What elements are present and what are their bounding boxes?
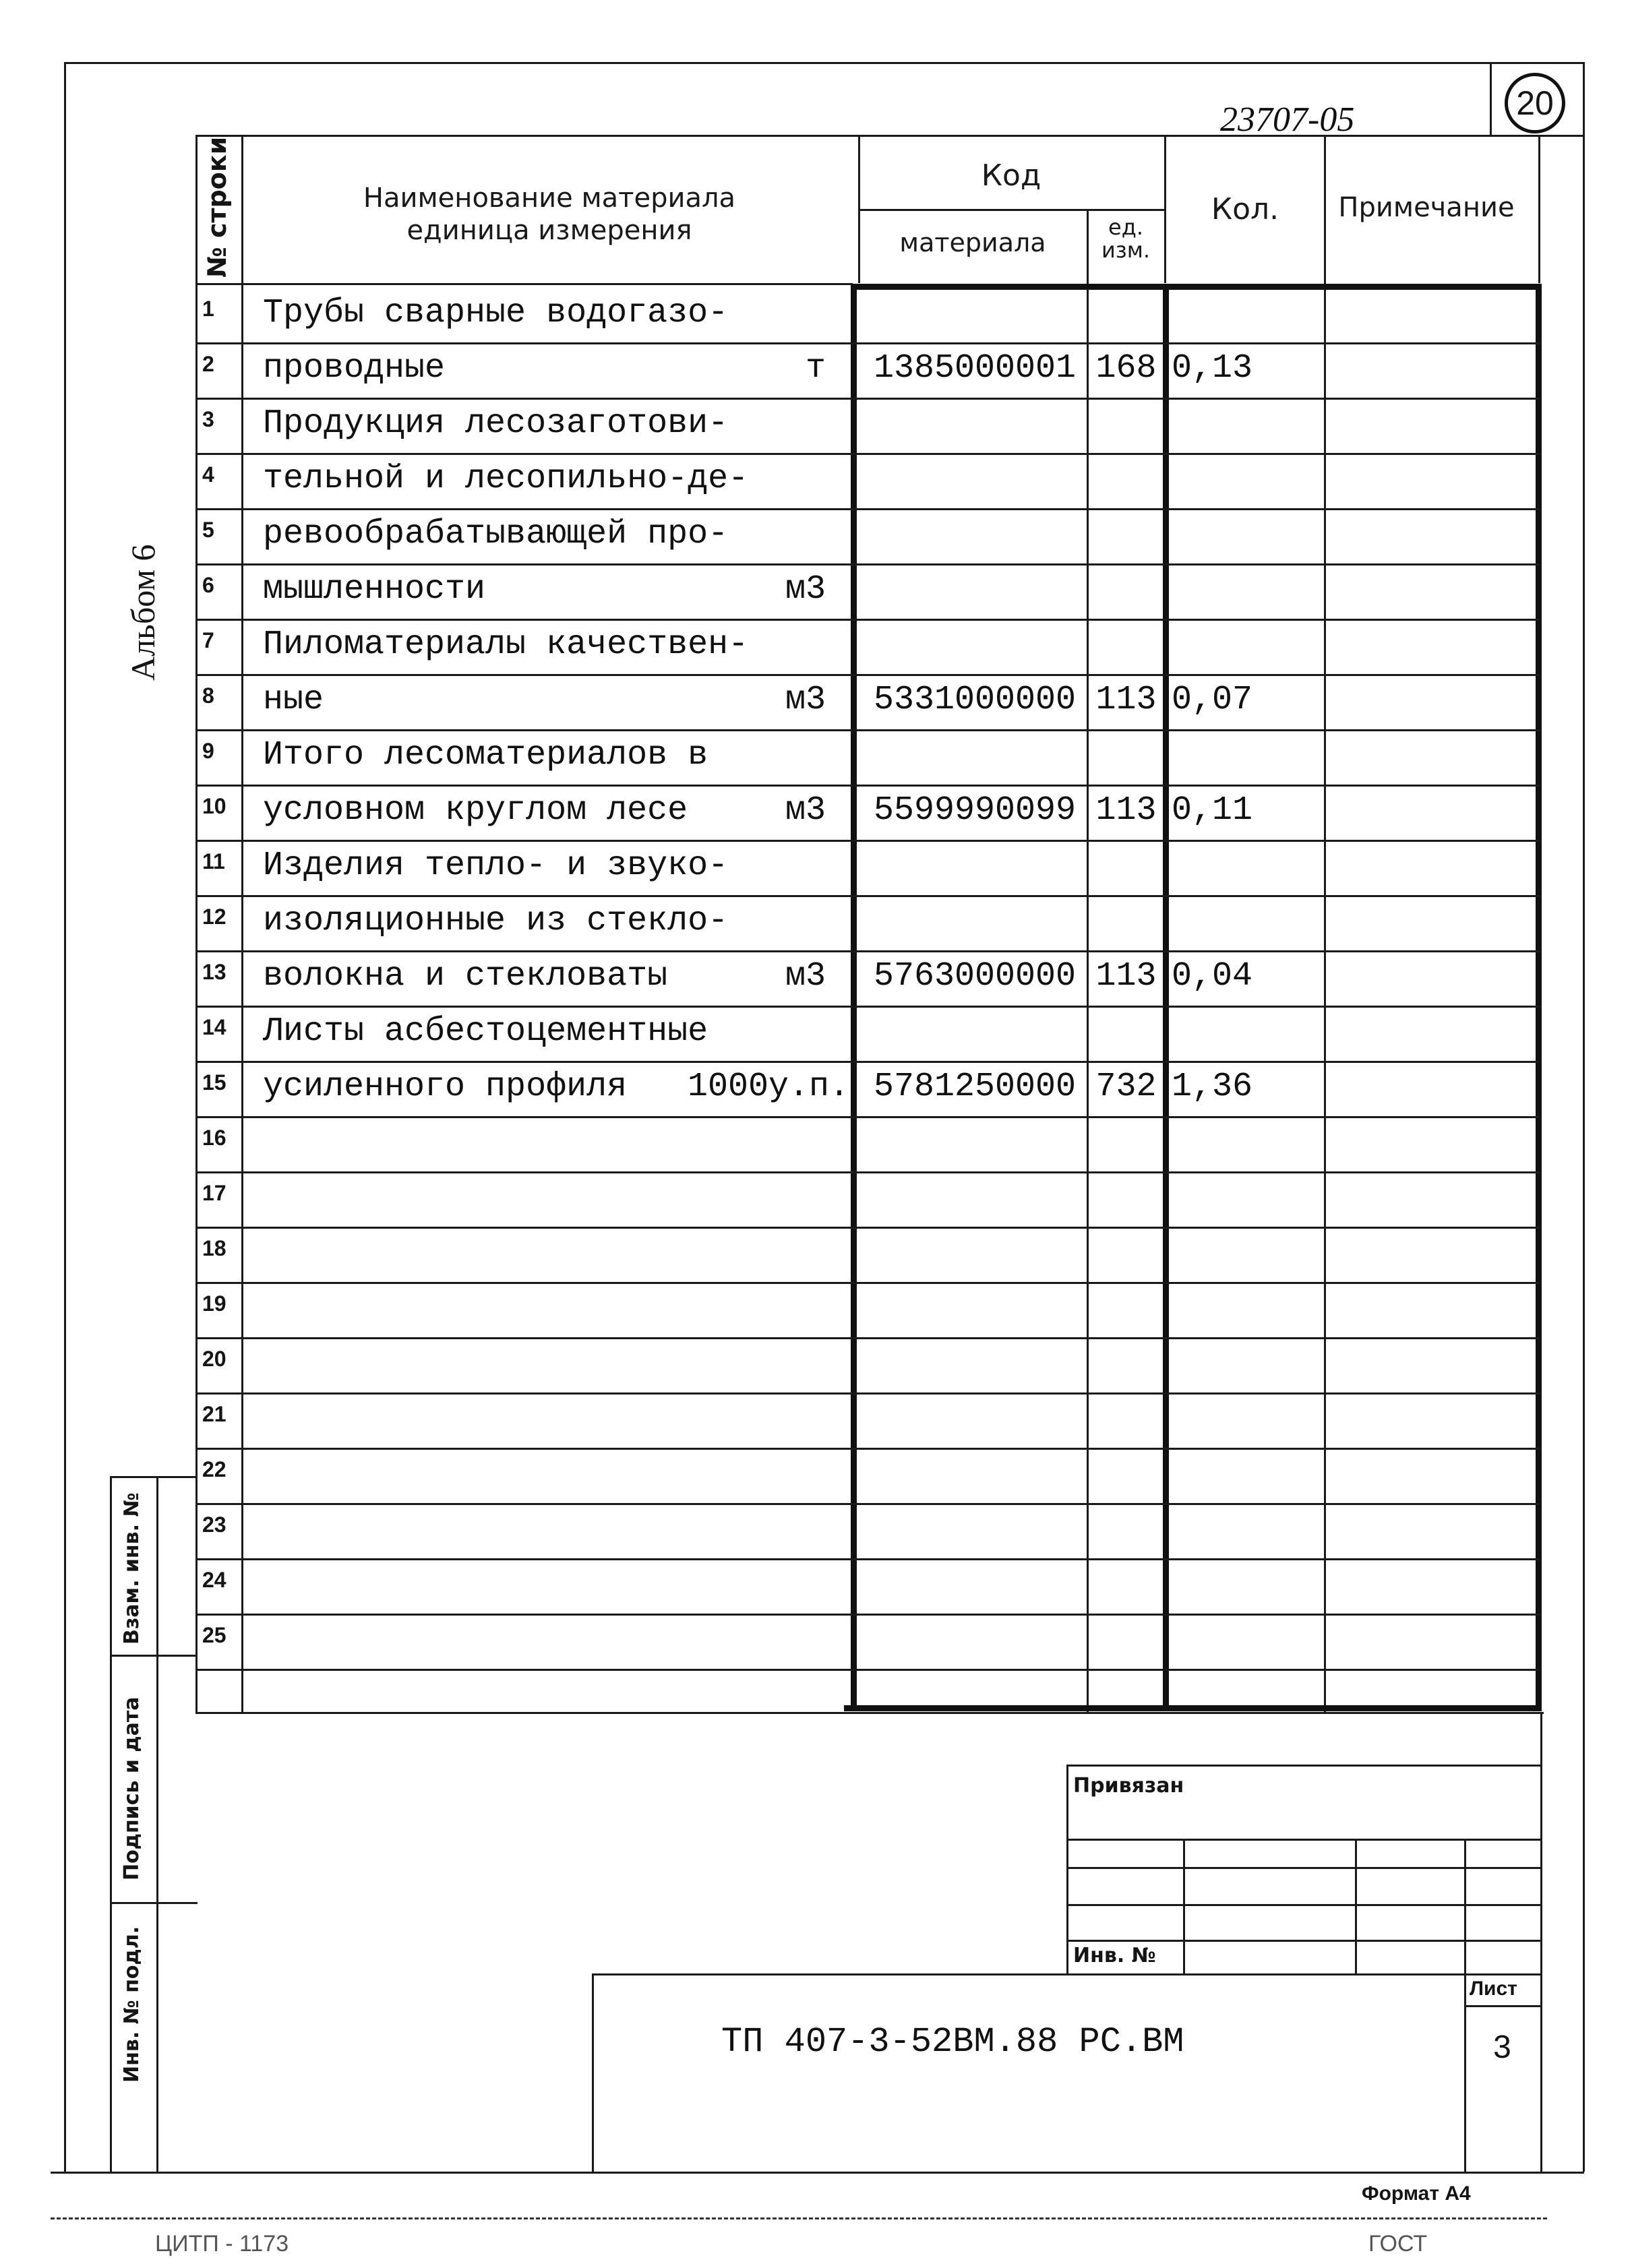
material-code: 5763000000 xyxy=(874,957,1077,995)
row-number: 14 xyxy=(202,1015,226,1039)
row-number: 3 xyxy=(202,407,214,431)
material-unit: м3 xyxy=(785,957,826,995)
material-name: Трубы сварные водогазо- xyxy=(263,294,729,332)
row-number: 8 xyxy=(202,683,214,708)
header-qty: Кол. xyxy=(1211,192,1279,226)
row-separator xyxy=(195,1171,1540,1173)
col-name-left xyxy=(241,135,243,1712)
material-name: волокна и стекловаты xyxy=(263,957,668,995)
side-stamp-top xyxy=(110,1476,198,1478)
header-bottom-line xyxy=(195,283,853,285)
row-separator xyxy=(195,1392,1540,1394)
sheet-box-left xyxy=(1464,1973,1466,2172)
sheet-label: Лист xyxy=(1470,1978,1517,2000)
quantity: 0,07 xyxy=(1172,681,1253,719)
attached-left xyxy=(1066,1765,1068,1973)
material-name: Итого лесоматериалов в xyxy=(263,736,708,774)
row-separator xyxy=(195,1116,1540,1118)
row-number: 21 xyxy=(202,1402,226,1426)
material-name: ревообрабатывающей про- xyxy=(263,515,729,553)
attached-line4 xyxy=(1066,1940,1540,1942)
code-sub-line xyxy=(858,209,1164,211)
material-unit: т xyxy=(805,349,826,388)
material-name: проводные xyxy=(263,349,446,388)
row-number: 19 xyxy=(202,1291,226,1316)
material-unit: м3 xyxy=(785,791,826,830)
cut-line xyxy=(51,2217,1547,2219)
unit-code: 113 xyxy=(1095,957,1157,995)
format-label: Формат А4 xyxy=(1362,2182,1471,2205)
material-name: Пиломатериалы качествен- xyxy=(263,625,749,664)
quantity: 0,11 xyxy=(1172,791,1253,830)
side-stamp-left xyxy=(110,1476,112,2172)
row-number: 4 xyxy=(202,462,214,487)
material-name: тельной и лесопильно-де- xyxy=(263,460,749,498)
circle-box-left xyxy=(1490,62,1492,135)
row-number: 5 xyxy=(202,518,214,542)
row-separator xyxy=(195,619,1540,621)
inv-label: Инв. № xyxy=(1073,1944,1156,1967)
row-number: 10 xyxy=(202,794,226,818)
header-code: Код xyxy=(981,158,1041,193)
row-separator xyxy=(195,1669,1540,1671)
side-sign-label: Подпись и дата xyxy=(120,1696,144,1880)
data-frame-right xyxy=(1536,284,1542,1711)
row-separator xyxy=(195,895,1540,897)
side-stamp-div2 xyxy=(110,1902,198,1904)
row-separator xyxy=(195,729,1540,731)
row-number: 15 xyxy=(202,1070,226,1095)
material-name: Продукция лесозаготови- xyxy=(263,404,729,443)
row-number: 22 xyxy=(202,1457,226,1481)
row-number: 9 xyxy=(202,739,214,763)
header-note: Примечание xyxy=(1338,192,1515,223)
side-stamp-mid xyxy=(156,1476,158,2172)
data-frame-left xyxy=(851,284,857,1711)
row-separator xyxy=(195,785,1540,787)
material-name: Изделия тепло- и звуко- xyxy=(263,847,729,885)
row-number: 18 xyxy=(202,1236,226,1260)
frame-right xyxy=(1583,62,1585,2172)
row-number: 6 xyxy=(202,573,214,597)
row-number: 12 xyxy=(202,905,226,929)
col-eu-left xyxy=(1087,209,1089,1712)
material-name: ные xyxy=(263,681,324,719)
frame-bottom xyxy=(51,2172,1584,2174)
row-separator xyxy=(195,1558,1540,1560)
row-separator xyxy=(195,840,1540,842)
data-frame-qty xyxy=(1163,284,1169,1711)
row-number: 20 xyxy=(202,1347,226,1371)
footer-right: ГОСТ xyxy=(1368,2231,1428,2257)
header-row-number: № строки xyxy=(202,136,232,278)
doc-number: 23707-05 xyxy=(1220,100,1355,139)
row-separator xyxy=(195,1061,1540,1063)
page-circle-badge xyxy=(1505,73,1565,133)
attached-col3 xyxy=(1464,1839,1466,1973)
unit-code: 113 xyxy=(1095,681,1157,719)
sheet-box-mid xyxy=(1464,2005,1540,2007)
frame-left xyxy=(64,64,66,2174)
row-separator xyxy=(195,1614,1540,1616)
col-note-left xyxy=(1324,135,1326,1712)
side-vzam-label: Взам. инв. № xyxy=(120,1492,144,1645)
side-stamp-div1 xyxy=(110,1655,198,1657)
row-separator xyxy=(195,563,1540,565)
row-number: 7 xyxy=(202,628,214,652)
side-inv-label: Инв. № подл. xyxy=(120,1926,144,2083)
sheet-number: 3 xyxy=(1493,2029,1511,2065)
unit-code: 113 xyxy=(1095,791,1157,830)
header-code-unit: ед. изм. xyxy=(1101,214,1151,263)
row-separator xyxy=(195,453,1540,455)
header-left-line xyxy=(195,135,198,1712)
unit-code: 732 xyxy=(1095,1068,1157,1106)
row-number: 23 xyxy=(202,1512,226,1537)
row-separator xyxy=(195,342,1540,344)
material-name: мышленности xyxy=(263,570,486,609)
row-number: 25 xyxy=(202,1623,226,1647)
header-name xyxy=(243,182,856,247)
row-separator xyxy=(195,398,1540,400)
attached-col1 xyxy=(1183,1839,1185,1973)
row-number: 24 xyxy=(202,1568,226,1592)
page-circle-number: 20 xyxy=(1516,84,1554,122)
row-separator xyxy=(195,950,1540,952)
row-separator xyxy=(195,1448,1540,1450)
row-separator xyxy=(195,1006,1540,1008)
row-separator xyxy=(195,674,1540,676)
table-bottom-line xyxy=(195,1712,1544,1714)
attached-line3 xyxy=(1066,1904,1540,1906)
material-code: 5781250000 xyxy=(874,1068,1077,1106)
header-name-text: Наименование материала единица измерения xyxy=(363,183,736,246)
row-number: 17 xyxy=(202,1181,226,1205)
title-block-top xyxy=(592,1973,1540,1975)
material-name: Листы асбестоцементные xyxy=(263,1012,708,1051)
header-code-material: материала xyxy=(899,228,1046,257)
row-separator xyxy=(195,1282,1540,1284)
material-name: изоляционные из стекло- xyxy=(263,902,729,940)
quantity: 0,13 xyxy=(1172,349,1253,388)
row-number: 1 xyxy=(202,297,214,321)
material-unit: м3 xyxy=(785,681,826,719)
designation: ТП 407-3-52ВМ.88 РС.ВМ xyxy=(721,2022,1184,2062)
quantity: 0,04 xyxy=(1172,957,1253,995)
material-code: 1385000001 xyxy=(874,349,1077,388)
col-note-right-thin xyxy=(1538,135,1540,283)
row-separator xyxy=(195,1503,1540,1505)
attached-line1 xyxy=(1066,1839,1540,1841)
album-label: Альбом 6 xyxy=(124,544,162,681)
title-block-left xyxy=(592,1973,594,2172)
row-number: 16 xyxy=(202,1126,226,1150)
attached-label: Привязан xyxy=(1073,1774,1184,1798)
material-unit: 1000у.п. xyxy=(688,1068,850,1106)
row-separator xyxy=(195,1337,1540,1339)
footer-left: ЦИТП - 1173 xyxy=(155,2231,289,2257)
material-code: 5599990099 xyxy=(874,791,1077,830)
material-name: условном круглом лесе xyxy=(263,791,688,830)
attached-col2 xyxy=(1355,1839,1357,1973)
material-code: 5331000000 xyxy=(874,681,1077,719)
row-number: 2 xyxy=(202,352,214,376)
material-unit: м3 xyxy=(785,570,826,609)
row-number: 11 xyxy=(202,849,225,874)
unit-code: 168 xyxy=(1095,349,1157,388)
data-frame-top xyxy=(851,284,1542,290)
data-frame-bottom xyxy=(844,1705,1542,1711)
attached-line2 xyxy=(1066,1867,1540,1869)
row-separator xyxy=(195,1227,1540,1229)
attached-top xyxy=(1066,1765,1540,1767)
material-name: усиленного профиля xyxy=(263,1068,628,1106)
row-separator xyxy=(195,508,1540,510)
body-right-line xyxy=(1540,1712,1542,2172)
frame-top xyxy=(64,62,1584,64)
row-number: 13 xyxy=(202,960,226,984)
quantity: 1,36 xyxy=(1172,1068,1253,1106)
title-line xyxy=(195,135,1584,137)
